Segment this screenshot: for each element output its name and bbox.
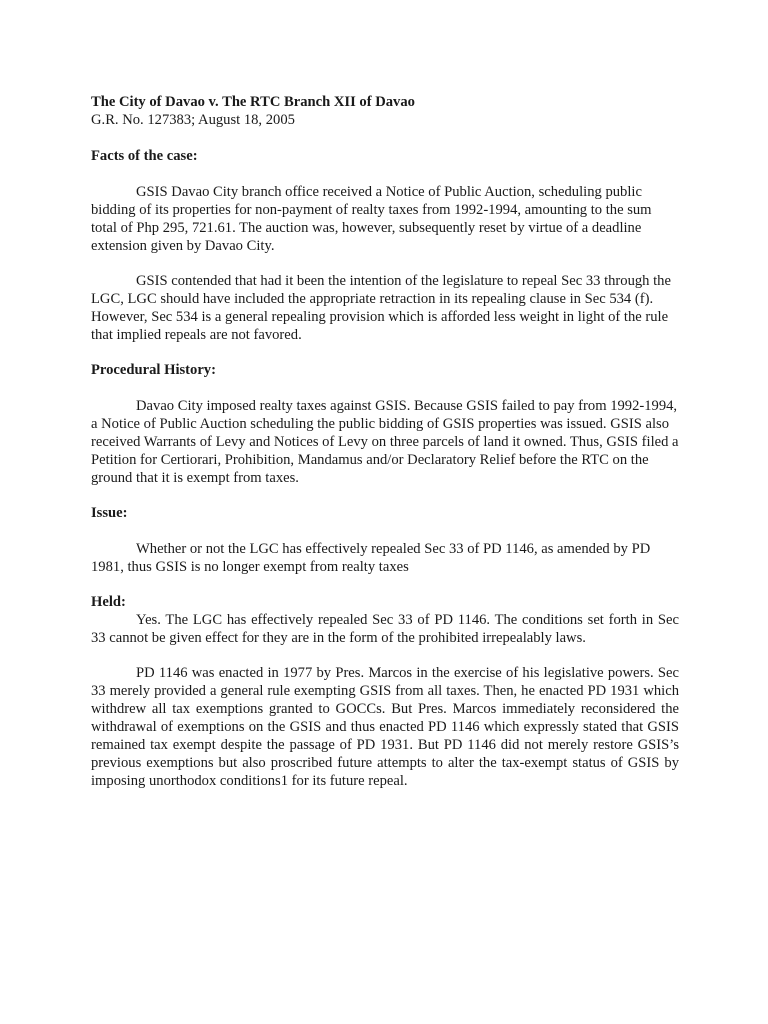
procedural-history-heading: Procedural History:: [91, 362, 216, 378]
issue-heading: Issue:: [91, 505, 128, 521]
issue-paragraph: Whether or not the LGC has effectively repealed Sec 33 of PD 1146, as amended by PD 1981, thus GSIS is no longer exempt from realty taxes: [91, 541, 651, 575]
document-page: [91, 93, 679, 807]
facts-heading: Facts of the case:: [91, 148, 198, 164]
held-heading: Held:: [91, 594, 126, 610]
case-citation: G.R. No. 127383; August 18, 2005: [91, 112, 295, 128]
held-paragraph: Yes. The LGC has effectively repealed Sec 33 of PD 1146. The conditions set forth in Sec 33 cannot be given effect for they are in the form of the prohibited irrepealably laws.: [91, 612, 679, 646]
facts-paragraph: GSIS contended that had it been the intention of the legislature to repeal Sec 33 through the LGC, LGC should have included the appropriate retraction in its repealing clause in Sec 534 (f). However, Sec 534 is a general repealing provision which is afforded less weight in light of the rule that implied repeals are not favored.: [91, 273, 671, 343]
held-paragraph: PD 1146 was enacted in 1977 by Pres. Marcos in the exercise of his legislative powers. Sec 33 merely provided a general rule exempting GSIS from all taxes. Then, he enacted PD 1931 which withdrew all tax exemptions granted to GOCCs. But Pres. Marcos immediately reconsidered the withdrawal of exemptions on the GSIS and thus enacted PD 1146 which expressly stated that GSIS remained tax exempt despite the passage of PD 1931. But PD 1146 did not merely restore GSIS’s previous exemptions but also proscribed future attempts to alter the tax-exempt status of GSIS by imposing unorthodox conditions1 for its future repeal.: [91, 665, 679, 789]
procedural-history-paragraph: Davao City imposed realty taxes against GSIS. Because GSIS failed to pay from 1992-1994, a Notice of Public Auction scheduling the public bidding of GSIS properties was issued. GSIS also received Warrants of Levy and Notices of Levy on three parcels of land it owned. Thus, GSIS filed a Petition for Certiorari, Prohibition, Mandamus and/or Declaratory Relief before the RTC on the ground that it is exempt from taxes.: [91, 398, 679, 486]
case-title: The City of Davao v. The RTC Branch XII of Davao: [91, 94, 415, 110]
facts-paragraph: GSIS Davao City branch office received a Notice of Public Auction, scheduling public bidding of its properties for non-payment of realty taxes from 1992-1994, amounting to the sum total of Php 295, 721.61. The auction was, however, subsequently reset by virtue of a deadline extension given by Davao City.: [91, 184, 652, 254]
